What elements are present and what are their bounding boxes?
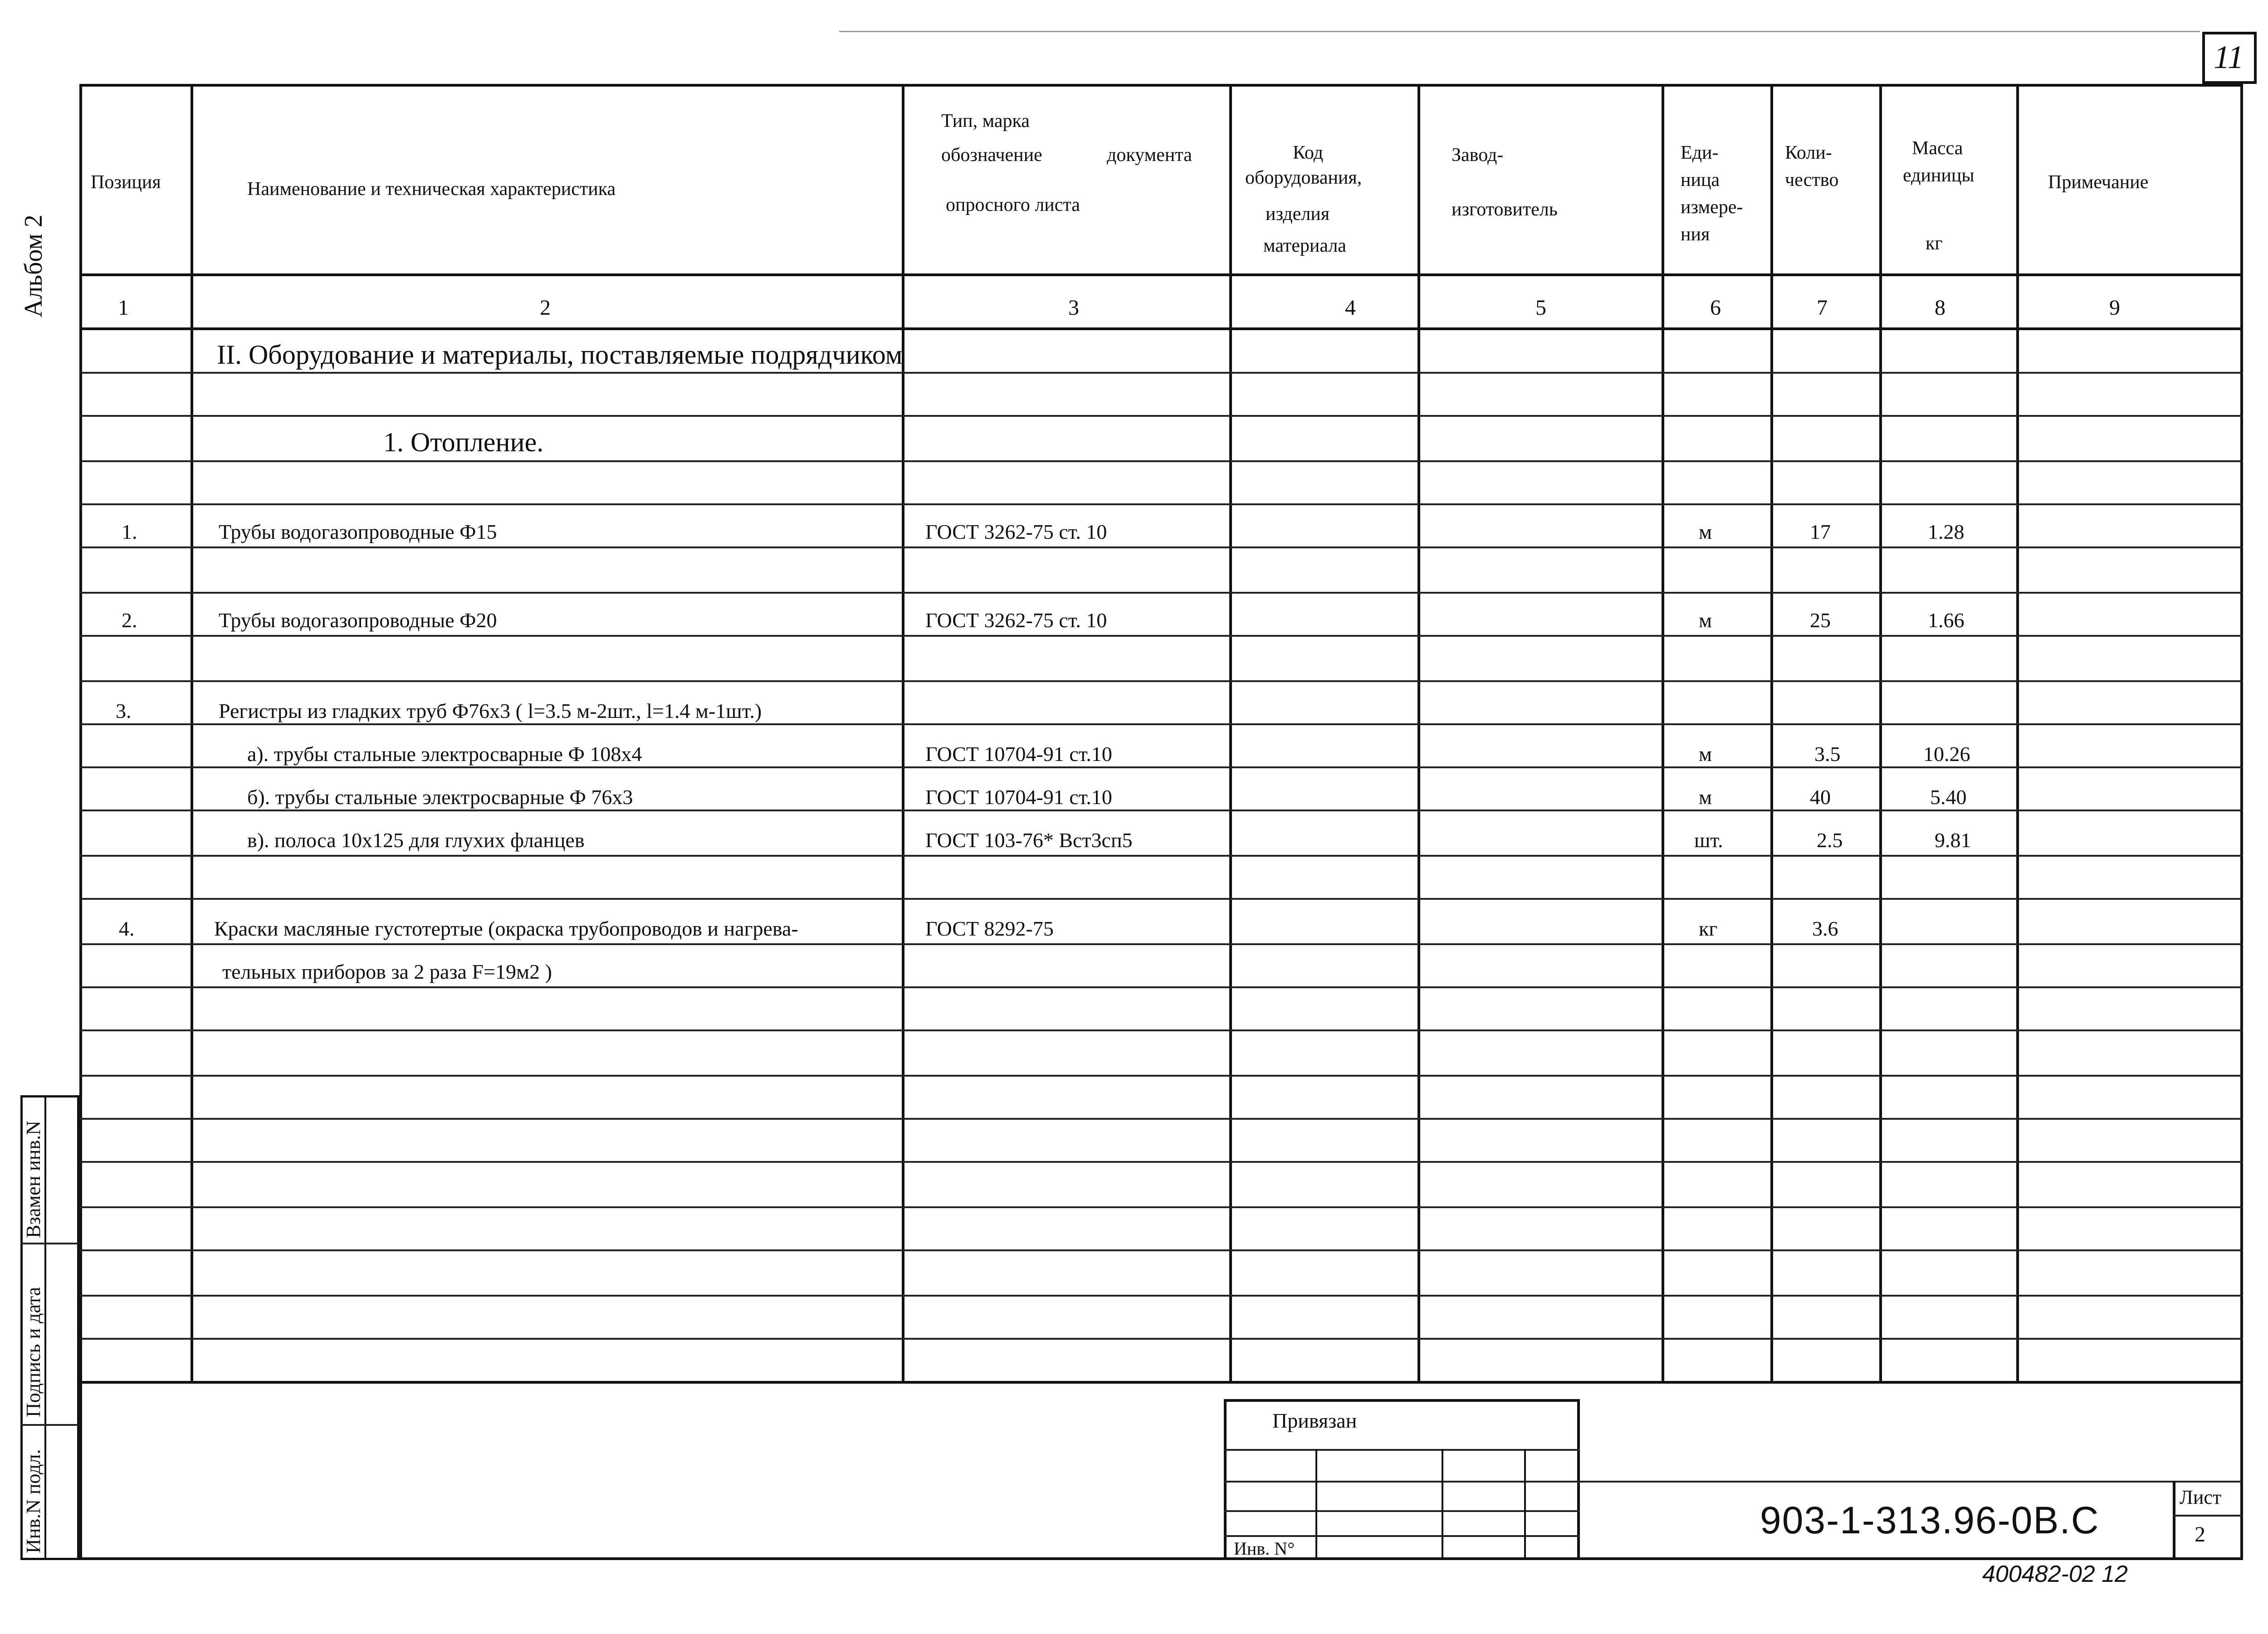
row-line [79,1029,2243,1031]
header-col3-line3: опросного листа [946,195,1080,215]
col-number: 9 [2109,296,2120,320]
row-qty: 25 [1810,609,1831,632]
row-qty: 17 [1810,520,1831,543]
header-col7-line1: Коли- [1785,142,1832,163]
row-unit: м [1699,785,1712,809]
row-unit: шт. [1694,829,1723,852]
row-doc: ГОСТ 8292-75 [925,917,1054,940]
row-name: Краски масляные густотертые (окраска трубопроводов и нагрева- [214,917,798,940]
header-col8-line3: кг [1926,233,1943,254]
doc-code: 903-1-313.96-0В.С [1760,1499,2100,1541]
side-stamp-line [20,1243,79,1244]
subsection-title: 1. Отопление. [383,427,544,457]
row-line [79,1206,2243,1208]
privyazan-vline [1442,1449,1443,1560]
header-col8-line2: единицы [1903,165,1975,186]
col-line-3 [1229,84,1232,1383]
col-line-7 [1879,84,1882,1383]
header-col4-line1: Код [1293,142,1324,163]
col-number: 1 [118,296,129,320]
row-mass: 1.66 [1928,609,1965,632]
privyazan-line [1224,1535,1580,1537]
album-label: Альбом 2 [20,215,48,317]
row-name: Регистры из гладких труб Ф76х3 ( l=3.5 м-2шт., l=1.4 м-1шт.) [219,699,762,722]
row-unit: кг [1699,917,1718,940]
header-col3-line2a: обозначение [941,145,1042,166]
header-col8-line1: Масса [1912,138,1963,159]
header-col2: Наименование и техническая характеристика [247,179,616,200]
row-line [79,723,2243,725]
header-col1: Позиция [91,172,161,193]
row-line [79,855,2243,857]
row-unit: м [1699,742,1712,766]
row-line [79,1295,2243,1297]
col-number: 7 [1817,296,1828,320]
row-qty: 3.5 [1814,742,1841,766]
col-line-5 [1662,84,1664,1383]
col-line-2 [902,84,904,1383]
row-doc: ГОСТ 10704-91 ст.10 [925,742,1112,766]
col-number: 2 [540,296,551,320]
col-number: 8 [1935,296,1945,320]
row-name: а). трубы стальные электросварные Ф 108х4 [247,742,642,766]
row-name: тельных приборов за 2 раза F=19м2 ) [222,960,552,983]
privyazan-vline [1524,1449,1526,1560]
row-qty: 2.5 [1817,829,1843,852]
row-name: Трубы водогазопроводные Ф15 [219,520,497,543]
sheet-number-top: 11 [2214,39,2244,75]
col-line-8 [2016,84,2019,1383]
header-col5-line2: изготовитель [1452,199,1558,220]
row-mass: 10.26 [1923,742,1970,766]
privyazan-line [1224,1481,1580,1483]
header-col6-line4: ния [1681,224,1710,245]
header-col7-line2: чество [1785,170,1839,190]
header-col3-line1: Тип, марка [941,111,1030,132]
row-line [79,546,2243,548]
row-line [79,1249,2243,1251]
side-stamp-inv: Инв.N подл. [22,1449,44,1553]
row-mass: 5.40 [1930,785,1967,809]
header-col4-line4: материала [1263,235,1346,256]
privyazan-line [1224,1449,1580,1451]
numbers-rule [79,327,2243,330]
row-doc: ГОСТ 3262-75 ст. 10 [925,609,1107,632]
row-line [79,1161,2243,1163]
header-col3-line2b: документа [1107,145,1192,166]
row-pos: 2. [122,609,137,632]
row-doc: ГОСТ 103-76* Вст3сп5 [925,829,1133,852]
header-col5-line1: Завод- [1452,145,1504,166]
row-line [79,503,2243,505]
side-stamp-vzamen: Взамен инв.N [22,1121,44,1238]
row-pos: 1. [122,520,137,543]
inv-no-label: Инв. N° [1234,1538,1295,1559]
col-number: 6 [1710,296,1721,320]
title-block-rule [1580,1481,2243,1483]
row-pos: 3. [116,699,132,722]
row-line [79,1118,2243,1120]
col-line-1 [191,84,193,1383]
col-line-6 [1770,84,1773,1383]
header-col6-line1: Еди- [1681,142,1719,163]
col-number: 5 [1535,296,1546,320]
row-unit: м [1699,520,1712,543]
header-col4-line2: оборудования, [1245,167,1362,188]
row-line [79,592,2243,594]
table-bottom-rule [79,1381,2243,1384]
row-line [79,372,2243,374]
row-name: б). трубы стальные электросварные Ф 76х3 [247,785,633,809]
row-line [79,1338,2243,1340]
privyazan-line [1224,1510,1580,1512]
row-pos: 4. [119,917,135,940]
bottom-note: 400482-02 12 [1982,1561,2128,1587]
header-col6-line3: измере- [1681,197,1743,218]
header-col6-line2: ница [1681,170,1720,190]
header-rule [79,273,2243,276]
privyazan-label: Привязан [1272,1409,1357,1432]
header-col4-line3: изделия [1266,204,1330,224]
row-name: Трубы водогазопроводные Ф20 [219,609,497,632]
row-qty: 40 [1810,785,1831,809]
row-line [79,460,2243,462]
list-label: Лист [2180,1486,2222,1508]
row-line [79,943,2243,945]
col-line-4 [1418,84,1420,1383]
section-title: II. Оборудование и материалы, поставляемые подрядчиком [217,340,903,370]
row-line [79,635,2243,637]
row-mass: 1.28 [1928,520,1965,543]
row-unit: м [1699,609,1712,632]
row-line [79,986,2243,988]
row-name: в). полоса 10х125 для глухих фланцев [247,829,585,852]
list-divider [2173,1481,2175,1560]
row-line [79,810,2243,811]
row-line [79,766,2243,768]
row-qty: 3.6 [1812,917,1838,940]
header-col9: Примечание [2048,172,2149,193]
side-stamp-podpis: Подпись и дата [22,1287,44,1417]
privyazan-vline [1315,1449,1317,1560]
side-stamp-line [20,1424,79,1426]
row-line [79,1075,2243,1077]
list-value: 2 [2195,1522,2205,1546]
col-number: 4 [1345,296,1356,320]
top-rule [839,31,2200,32]
row-line [79,898,2243,900]
row-line [79,415,2243,417]
row-doc: ГОСТ 10704-91 ст.10 [925,785,1112,809]
row-line [79,680,2243,682]
row-doc: ГОСТ 3262-75 ст. 10 [925,520,1107,543]
list-divider-h [2173,1515,2243,1517]
col-number: 3 [1068,296,1079,320]
row-mass: 9.81 [1935,829,1971,852]
